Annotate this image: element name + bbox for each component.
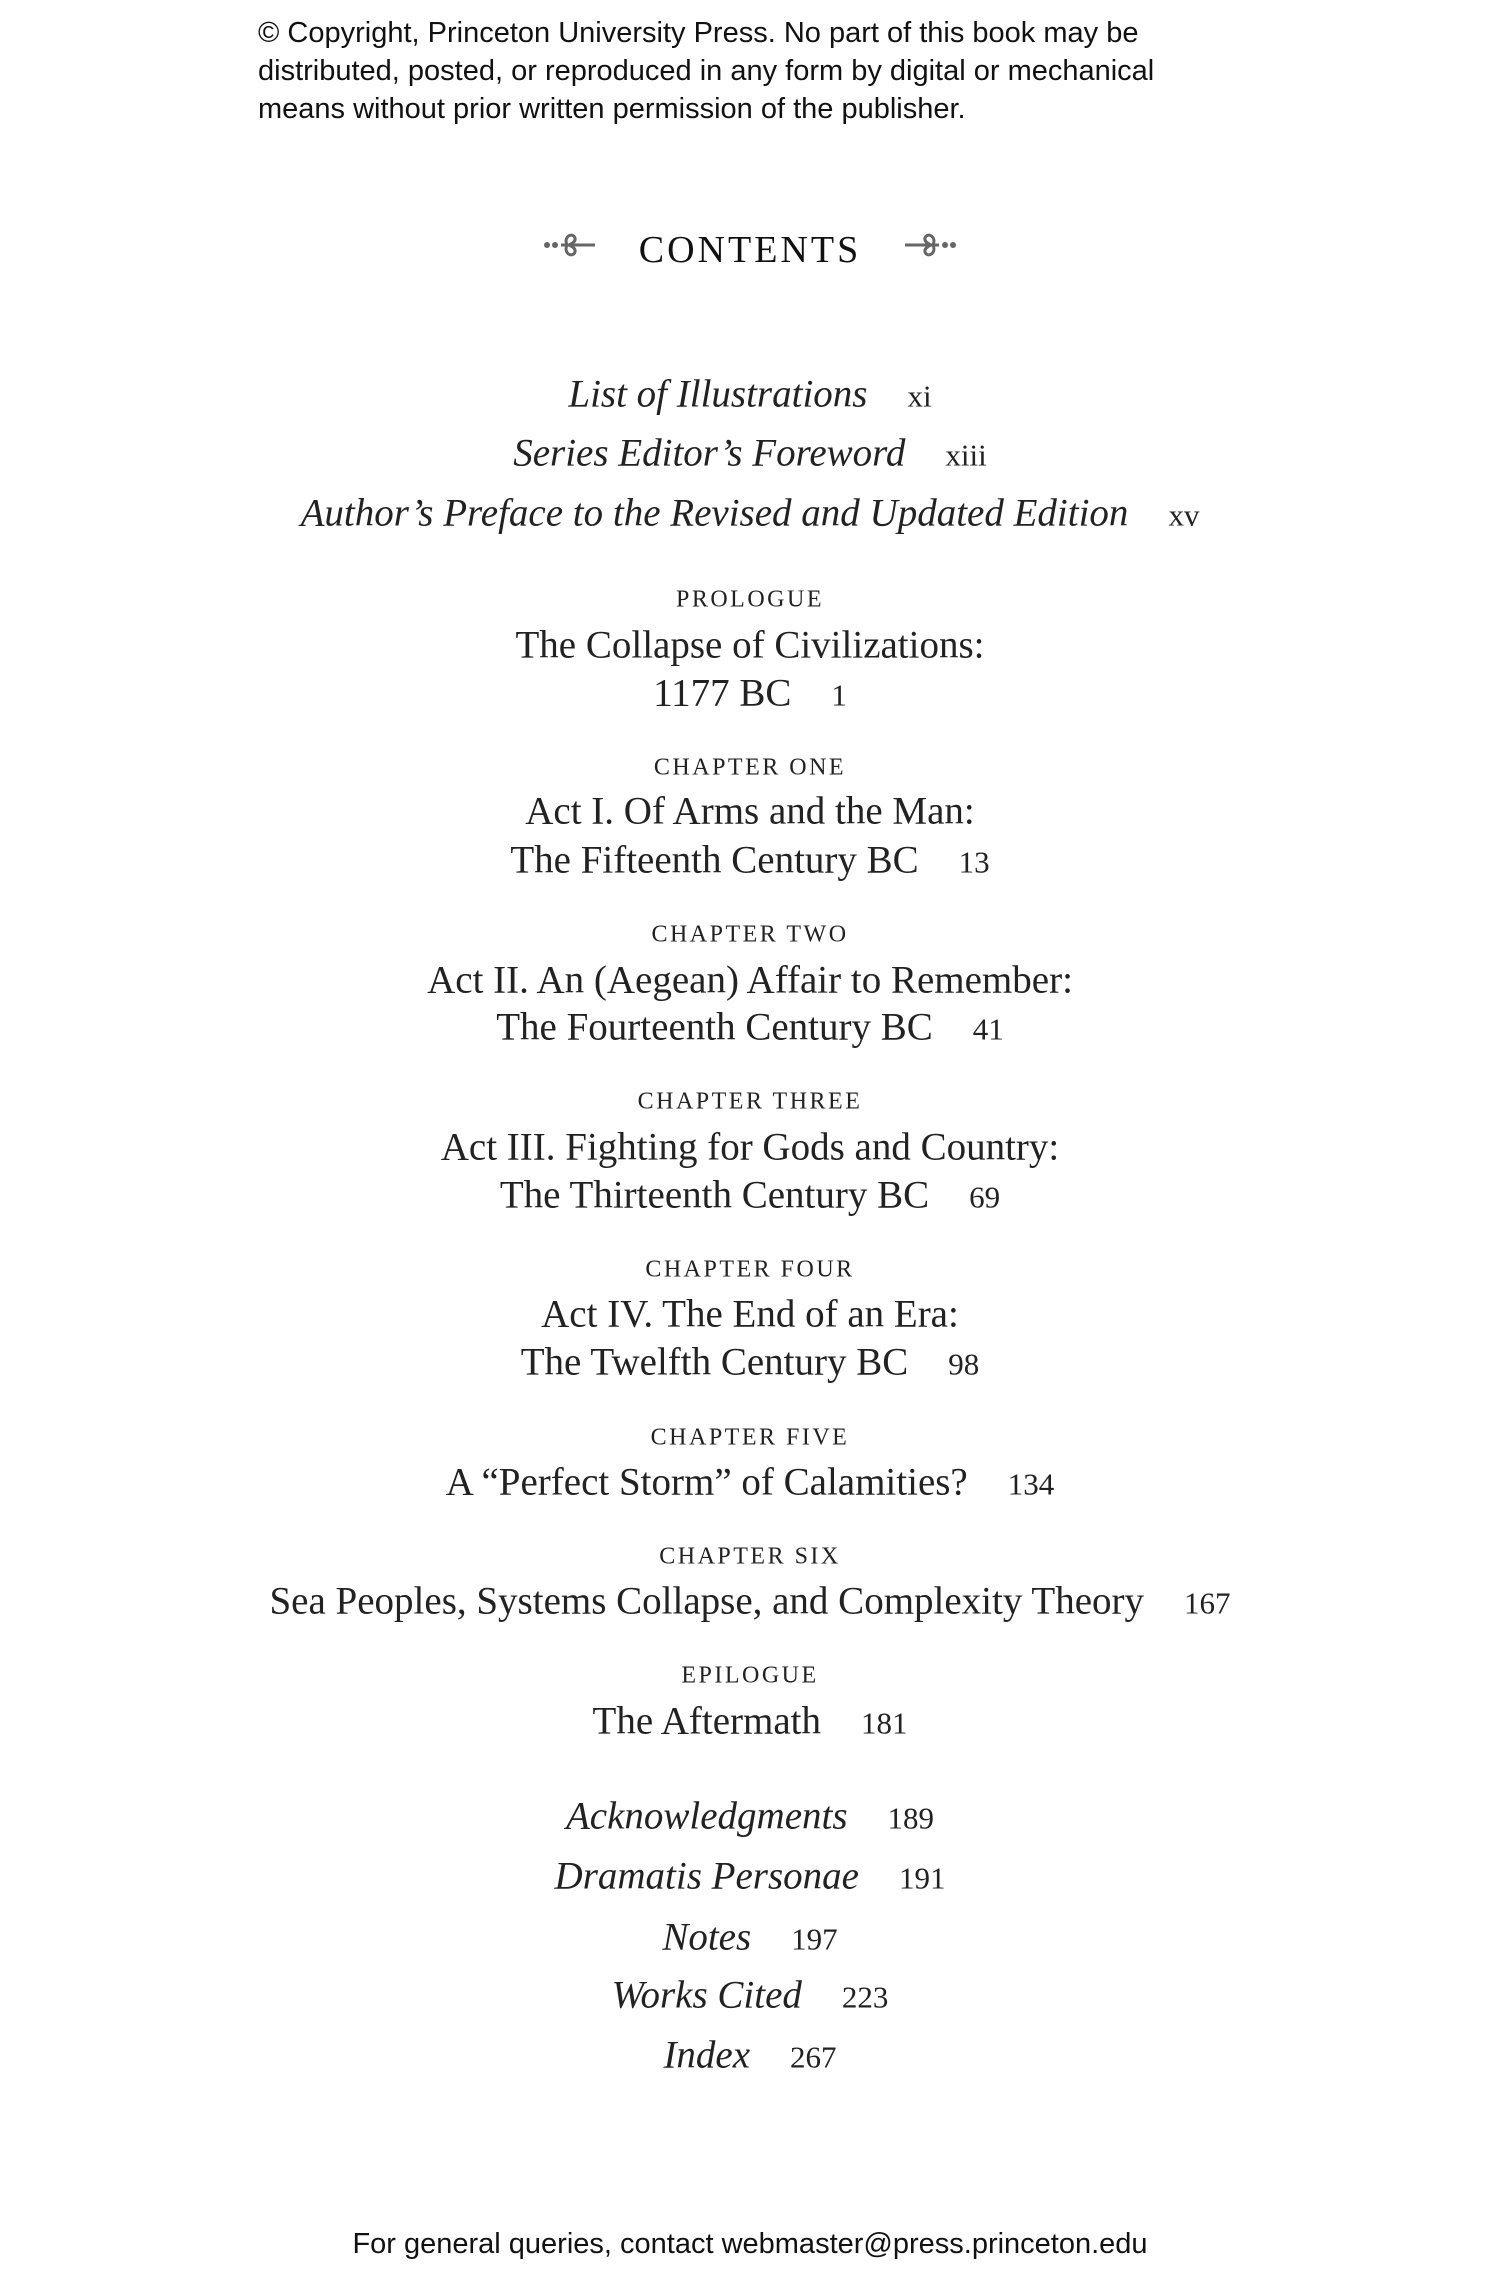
- entry-title: Sea Peoples, Systems Collapse, and Complexity Theory: [269, 1579, 1145, 1623]
- page-number: xiii: [945, 437, 987, 473]
- toc-entry[interactable]: [0, 1292, 1500, 1337]
- notice-line: © Copyright, Princeton University Press. No part of this book may be: [258, 17, 1139, 49]
- page-number: 1: [831, 677, 847, 713]
- entry-title: The Twelfth Century BC: [520, 1340, 909, 1384]
- page-number: 189: [887, 1800, 935, 1836]
- chapter-label: PROLOGUE: [675, 586, 824, 613]
- page-number: 167: [1184, 1585, 1231, 1621]
- toc-entry[interactable]: [0, 1579, 1500, 1624]
- entry-title: Dramatis Personae: [554, 1854, 859, 1898]
- toc-entry[interactable]: [0, 671, 1500, 716]
- chapter-label: CHAPTER FIVE: [650, 1424, 850, 1451]
- toc-entry[interactable]: [0, 372, 1500, 417]
- entry-title: Works Cited: [611, 1973, 802, 2017]
- page-number: 197: [791, 1921, 838, 1957]
- toc-entry[interactable]: [0, 431, 1500, 476]
- toc-entry[interactable]: [0, 1794, 1500, 1839]
- page-number: xi: [907, 378, 932, 414]
- toc-entry[interactable]: [0, 1699, 1500, 1744]
- toc-entry[interactable]: [0, 2033, 1500, 2078]
- toc-entry[interactable]: [0, 491, 1500, 536]
- entry-title: List of Illustrations: [568, 372, 868, 416]
- chapter-label: CHAPTER ONE: [653, 754, 847, 781]
- chapter-label: CHAPTER TWO: [651, 921, 849, 948]
- page-number: 13: [958, 844, 990, 880]
- entry-title: Act II. An (Aegean) Affair to Remember:: [427, 958, 1073, 1002]
- copyright-notice: [258, 14, 1154, 128]
- page-number: 223: [841, 1979, 889, 2015]
- entry-title: Act I. Of Arms and the Man:: [525, 789, 975, 833]
- toc-entry[interactable]: [0, 838, 1500, 883]
- entry-title: 1177 BC: [653, 671, 792, 715]
- toc-entry[interactable]: [0, 1173, 1500, 1218]
- page-number: 41: [972, 1011, 1004, 1047]
- entry-title: The Fourteenth Century BC: [496, 1005, 933, 1049]
- page-number: 181: [861, 1705, 908, 1741]
- toc-entry[interactable]: [0, 1973, 1500, 2018]
- entry-title: The Aftermath: [592, 1699, 821, 1743]
- toc-entry[interactable]: [0, 1854, 1500, 1899]
- entry-title: The Collapse of Civilizations:: [515, 623, 985, 667]
- entry-title: The Fifteenth Century BC: [510, 838, 919, 882]
- toc-entry[interactable]: [0, 1460, 1500, 1505]
- toc-entry[interactable]: [0, 958, 1500, 1003]
- entry-title: Index: [663, 2033, 751, 2077]
- chapter-label: CHAPTER FOUR: [645, 1256, 855, 1283]
- toc-entry[interactable]: [0, 1915, 1500, 1960]
- page-number: 69: [969, 1179, 1001, 1215]
- toc-entry[interactable]: [0, 1340, 1500, 1385]
- entry-title: The Thirteenth Century BC: [499, 1173, 930, 1217]
- notice-line: means without prior written permission of the publisher.: [258, 93, 966, 125]
- page-number: 98: [948, 1346, 980, 1382]
- entry-title: Notes: [662, 1915, 752, 1959]
- toc-entry[interactable]: [0, 623, 1500, 668]
- chapter-label: CHAPTER THREE: [637, 1088, 863, 1115]
- toc-entry[interactable]: [0, 1005, 1500, 1050]
- right-ornament-icon: [901, 228, 957, 262]
- entry-title: Author’s Preface to the Revised and Updated Edition: [300, 491, 1129, 535]
- page-title: CONTENTS: [638, 229, 862, 271]
- notice-line: distributed, posted, or reproduced in any form by digital or mechanical: [258, 55, 1155, 87]
- page-number: 134: [1007, 1466, 1055, 1502]
- page-number: xv: [1168, 497, 1200, 533]
- entry-title: Acknowledgments: [565, 1794, 848, 1838]
- toc-entry[interactable]: [0, 1125, 1500, 1170]
- left-ornament-icon: [543, 228, 599, 262]
- page-number: 267: [790, 2039, 837, 2075]
- entry-title: Act IV. The End of an Era:: [541, 1292, 959, 1336]
- entry-title: Act III. Fighting for Gods and Country:: [440, 1125, 1060, 1169]
- chapter-label: EPILOGUE: [681, 1662, 819, 1689]
- entry-title: Series Editor’s Foreword: [513, 431, 906, 475]
- toc-entry[interactable]: [0, 789, 1500, 834]
- chapter-label: CHAPTER SIX: [659, 1543, 841, 1570]
- page-number: 191: [898, 1860, 946, 1896]
- contents-heading: [0, 228, 1500, 272]
- entry-title: A “Perfect Storm” of Calamities?: [445, 1460, 968, 1504]
- footer-contact: For general queries, contact webmaster@press.princeton.edu: [352, 2228, 1148, 2260]
